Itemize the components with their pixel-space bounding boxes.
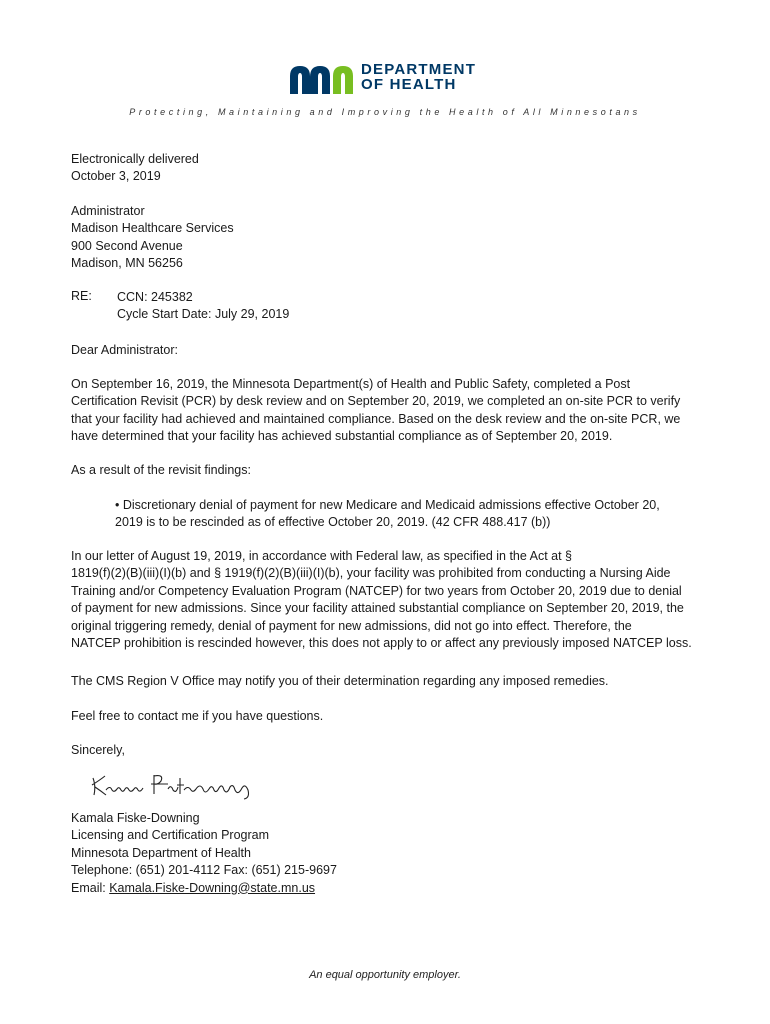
paragraph-line: On September 16, 2019, the Minnesota Department(s) of Health and Public Safety, completed a Post: [71, 377, 631, 391]
email-link[interactable]: Kamala.Fiske-Downing@state.mn.us: [109, 880, 316, 895]
paragraph-3: [71, 548, 692, 652]
recipient-address: [71, 203, 234, 273]
closing: Sincerely,: [71, 743, 125, 757]
sender-phone: Telephone: (651) 201-4112 Fax: (651) 215-9697: [71, 863, 337, 878]
recipient-city: Madison, MN 56256: [71, 256, 183, 271]
remedy-bullet: [115, 497, 695, 532]
handwritten-signature: [88, 768, 263, 800]
paragraph-line: 1819(f)(2)(B)(iii)(I)(b) and § 1919(f)(2)(B)(iii)(I)(b), your facility was prohibited from conducting a Nursing Aide: [71, 566, 671, 581]
mn-logo-mark: [290, 66, 353, 94]
sender-name: Kamala Fiske-Downing: [71, 811, 200, 825]
paragraph-2: As a result of the revisit findings:: [71, 463, 251, 477]
paragraph-4: The CMS Region V Office may notify you of their determination regarding any imposed remedies.: [71, 674, 609, 688]
department-name: [361, 62, 476, 92]
paragraph-line: original triggering remedy, denial of payment for new admissions, did not go into effect. Therefore, the: [71, 618, 632, 633]
delivery-method: Electronically delivered: [71, 152, 199, 166]
paragraph-5: Feel free to contact me if you have questions.: [71, 709, 324, 723]
recipient-facility: Madison Healthcare Services: [71, 221, 234, 236]
paragraph-line: In our letter of August 19, 2019, in accordance with Federal law, as specified in the Act at §: [71, 549, 572, 563]
paragraph-line: Training and/or Competency Evaluation Program (NATCEP) for two years from October 20, 2019 due to denial: [71, 583, 682, 598]
sender-program: Licensing and Certification Program: [71, 828, 270, 843]
paragraph-1: [71, 376, 680, 446]
re-ccn: CCN: 245382: [117, 290, 193, 304]
paragraph-line: have determined that your facility has achieved substantial compliance as of September 20, 2019.: [71, 429, 613, 444]
letter-date: October 3, 2019: [71, 169, 161, 184]
re-label: RE:: [71, 289, 92, 303]
salutation: Dear Administrator:: [71, 343, 178, 357]
paragraph-line: Certification Revisit (PCR) by desk review and on September 20, 2019, we completed an on-site PCR to verify: [71, 394, 681, 409]
footer-eoe: An equal opportunity employer.: [309, 969, 461, 981]
bullet-line: • Discretionary denial of payment for new Medicare and Medicaid admissions effective October 20,: [115, 498, 660, 512]
bullet-line: 2019 is to be rescinded as of effective October 20, 2019. (42 CFR 488.417 (b)): [115, 515, 551, 530]
sender-department: Minnesota Department of Health: [71, 845, 251, 860]
re-details: [117, 289, 289, 324]
paragraph-line: that your facility had achieved and maintained compliance. Based on the desk review and the on-site PCR, we: [71, 411, 681, 426]
department-line-1: DEPARTMENT: [361, 61, 477, 78]
sender-email-line: [71, 880, 337, 897]
recipient-title: Administrator: [71, 204, 145, 218]
recipient-street: 900 Second Avenue: [71, 238, 183, 253]
delivery-block: [71, 151, 199, 186]
department-line-2: OF HEALTH: [361, 76, 457, 93]
paragraph-line: NATCEP prohibition is rescinded however, this does not apply to or affect any previously imposed NATCEP loss.: [71, 636, 692, 651]
tagline: Protecting, Maintaining and Improving the Health of All Minnesotans: [129, 107, 641, 117]
sender-block: [71, 810, 337, 897]
paragraph-line: of payment for new admissions. Since your facility attained substantial compliance on September 20, 2019, the: [71, 601, 684, 616]
re-cycle-start: Cycle Start Date: July 29, 2019: [117, 307, 290, 322]
email-label: Email:: [71, 880, 110, 895]
